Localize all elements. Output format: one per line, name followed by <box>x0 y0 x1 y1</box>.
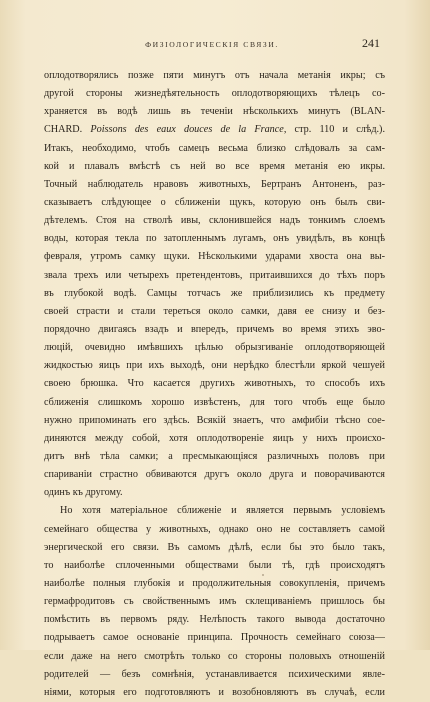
body-text <box>44 67 385 702</box>
text-line: нужно припоминать его здѣсь. Всякій знаетъ, что амфибіи тѣсно сое- <box>44 414 385 426</box>
text-line: семейнаго общества у животныхъ, однако оно не составляетъ самой <box>44 523 385 535</box>
text-line: дѣтелемъ. Стоя на стволѣ ивы, склонившейся надъ тонкимъ слоемъ <box>44 215 385 227</box>
running-title: ФИЗІОЛОГИЧЕСКІЯ СВЯЗИ. <box>145 40 279 49</box>
text-line: февраля, утромъ самку щуки. Нѣсколькими ударами хвоста она вы- <box>44 251 385 263</box>
text-line: помѣстить въ первомъ ряду. Нелѣпость такого вывода достаточно <box>44 614 385 626</box>
text-line: сказываетъ слѣдующее о сближеніи щукъ, которую онъ былъ сви- <box>44 196 385 208</box>
book-title-italic: Poissons des eaux douces de la France <box>90 124 284 136</box>
text-line: то наиболѣе сплоченными обществами были тѣ, гдѣ происходятъ <box>44 559 385 571</box>
text-line: диняются между собой, хотя оплодотвореніе яицъ у нихъ происхо- <box>44 432 385 444</box>
text-line: своею брюшка. Что касается другихъ животныхъ, то способъ ихъ <box>44 378 385 390</box>
text-line: подрываетъ самое основаніе принципа. Прочность семейнаго союза— <box>44 632 385 644</box>
text-line: сближенія слишкомъ хорошо извѣстенъ, для того чтобъ еще было <box>44 396 385 408</box>
text-line: храняется въ водѣ лишь въ теченіи нѣсколькихъ минутъ (BLAN- <box>44 106 385 118</box>
text-line: оплодотворялись позже пяти минутъ отъ начала метанія икры; съ <box>44 70 385 81</box>
text-line: спариваніи страстно обвиваются другъ около друга и поворачиваются <box>44 469 385 481</box>
text-line: кой и плавалъ вмѣстѣ съ ней во все время метанія ею икры. <box>44 160 385 172</box>
page-header <box>44 36 380 56</box>
text-line: Итакъ, необходимо, чтобъ самецъ весьма близко слѣдовалъ за сам- <box>44 142 385 154</box>
text-line: родителей — безъ сомнѣнія, устанавливается психическими явле- <box>44 668 385 680</box>
text-line: жидкостью яицъ при ихъ выходѣ, они нерѣдко блестѣли яркой чешуей <box>44 360 385 372</box>
text-line: энергической его связи. Въ самомъ дѣлѣ, если бы это было такъ, <box>44 541 385 553</box>
text-line: въ глубокой водѣ. Самцы тотчасъ же приблизились къ предмету <box>44 287 385 299</box>
page-number: 241 <box>362 36 380 50</box>
text-line: Но хотя матеріальное сближеніе и является первымъ условіемъ <box>60 505 385 517</box>
text-line: звала трехъ или четырехъ претендентовъ, притаившихся до тѣхъ поръ <box>44 269 385 281</box>
text-line: CHARD. Poissons des eaux douces de la France, стр. 110 и слѣд.). <box>44 124 385 136</box>
text-line: воды, которая текла по затопленнымъ лугамъ, онъ увидѣлъ, въ концѣ <box>44 233 385 245</box>
text-line: порядочно двигаясь взадъ и впередъ, причемъ во время этихъ эво- <box>44 323 385 335</box>
text-line: ніями, которыя его подготовляютъ и возобновляютъ въ случаѣ, если <box>44 686 385 698</box>
text-line: если даже на него смотрѣть только со стороны половыхъ отношеній <box>44 650 385 662</box>
text-line: одинъ къ другому. <box>44 487 123 499</box>
paper-speck <box>262 574 264 576</box>
text-line: Точный наблюдатель нравовъ животныхъ, Бертранъ Антоненъ, раз- <box>44 178 385 190</box>
text-line: дитъ внѣ тѣла самки; а пресмыкающіяся различныхъ половъ при <box>44 450 385 462</box>
text-line: своей страсти и стали тереться около самки, давя ее снизу и без- <box>44 305 385 317</box>
text-line: люцій, очевидно имѣвшихъ цѣлью обрызгиваніе оплодотворяющей <box>44 342 385 354</box>
text-line: гермафродитовъ съ свойственнымъ имъ склещиваніемъ пришлось бы <box>44 596 385 608</box>
text-line: другой стороны жизнедѣятельность оплодотворяющихъ тѣлецъ со- <box>44 88 385 100</box>
text-line: наиболѣе полныя глубокія и продолжительныя совокупленія, причемъ <box>44 577 385 589</box>
